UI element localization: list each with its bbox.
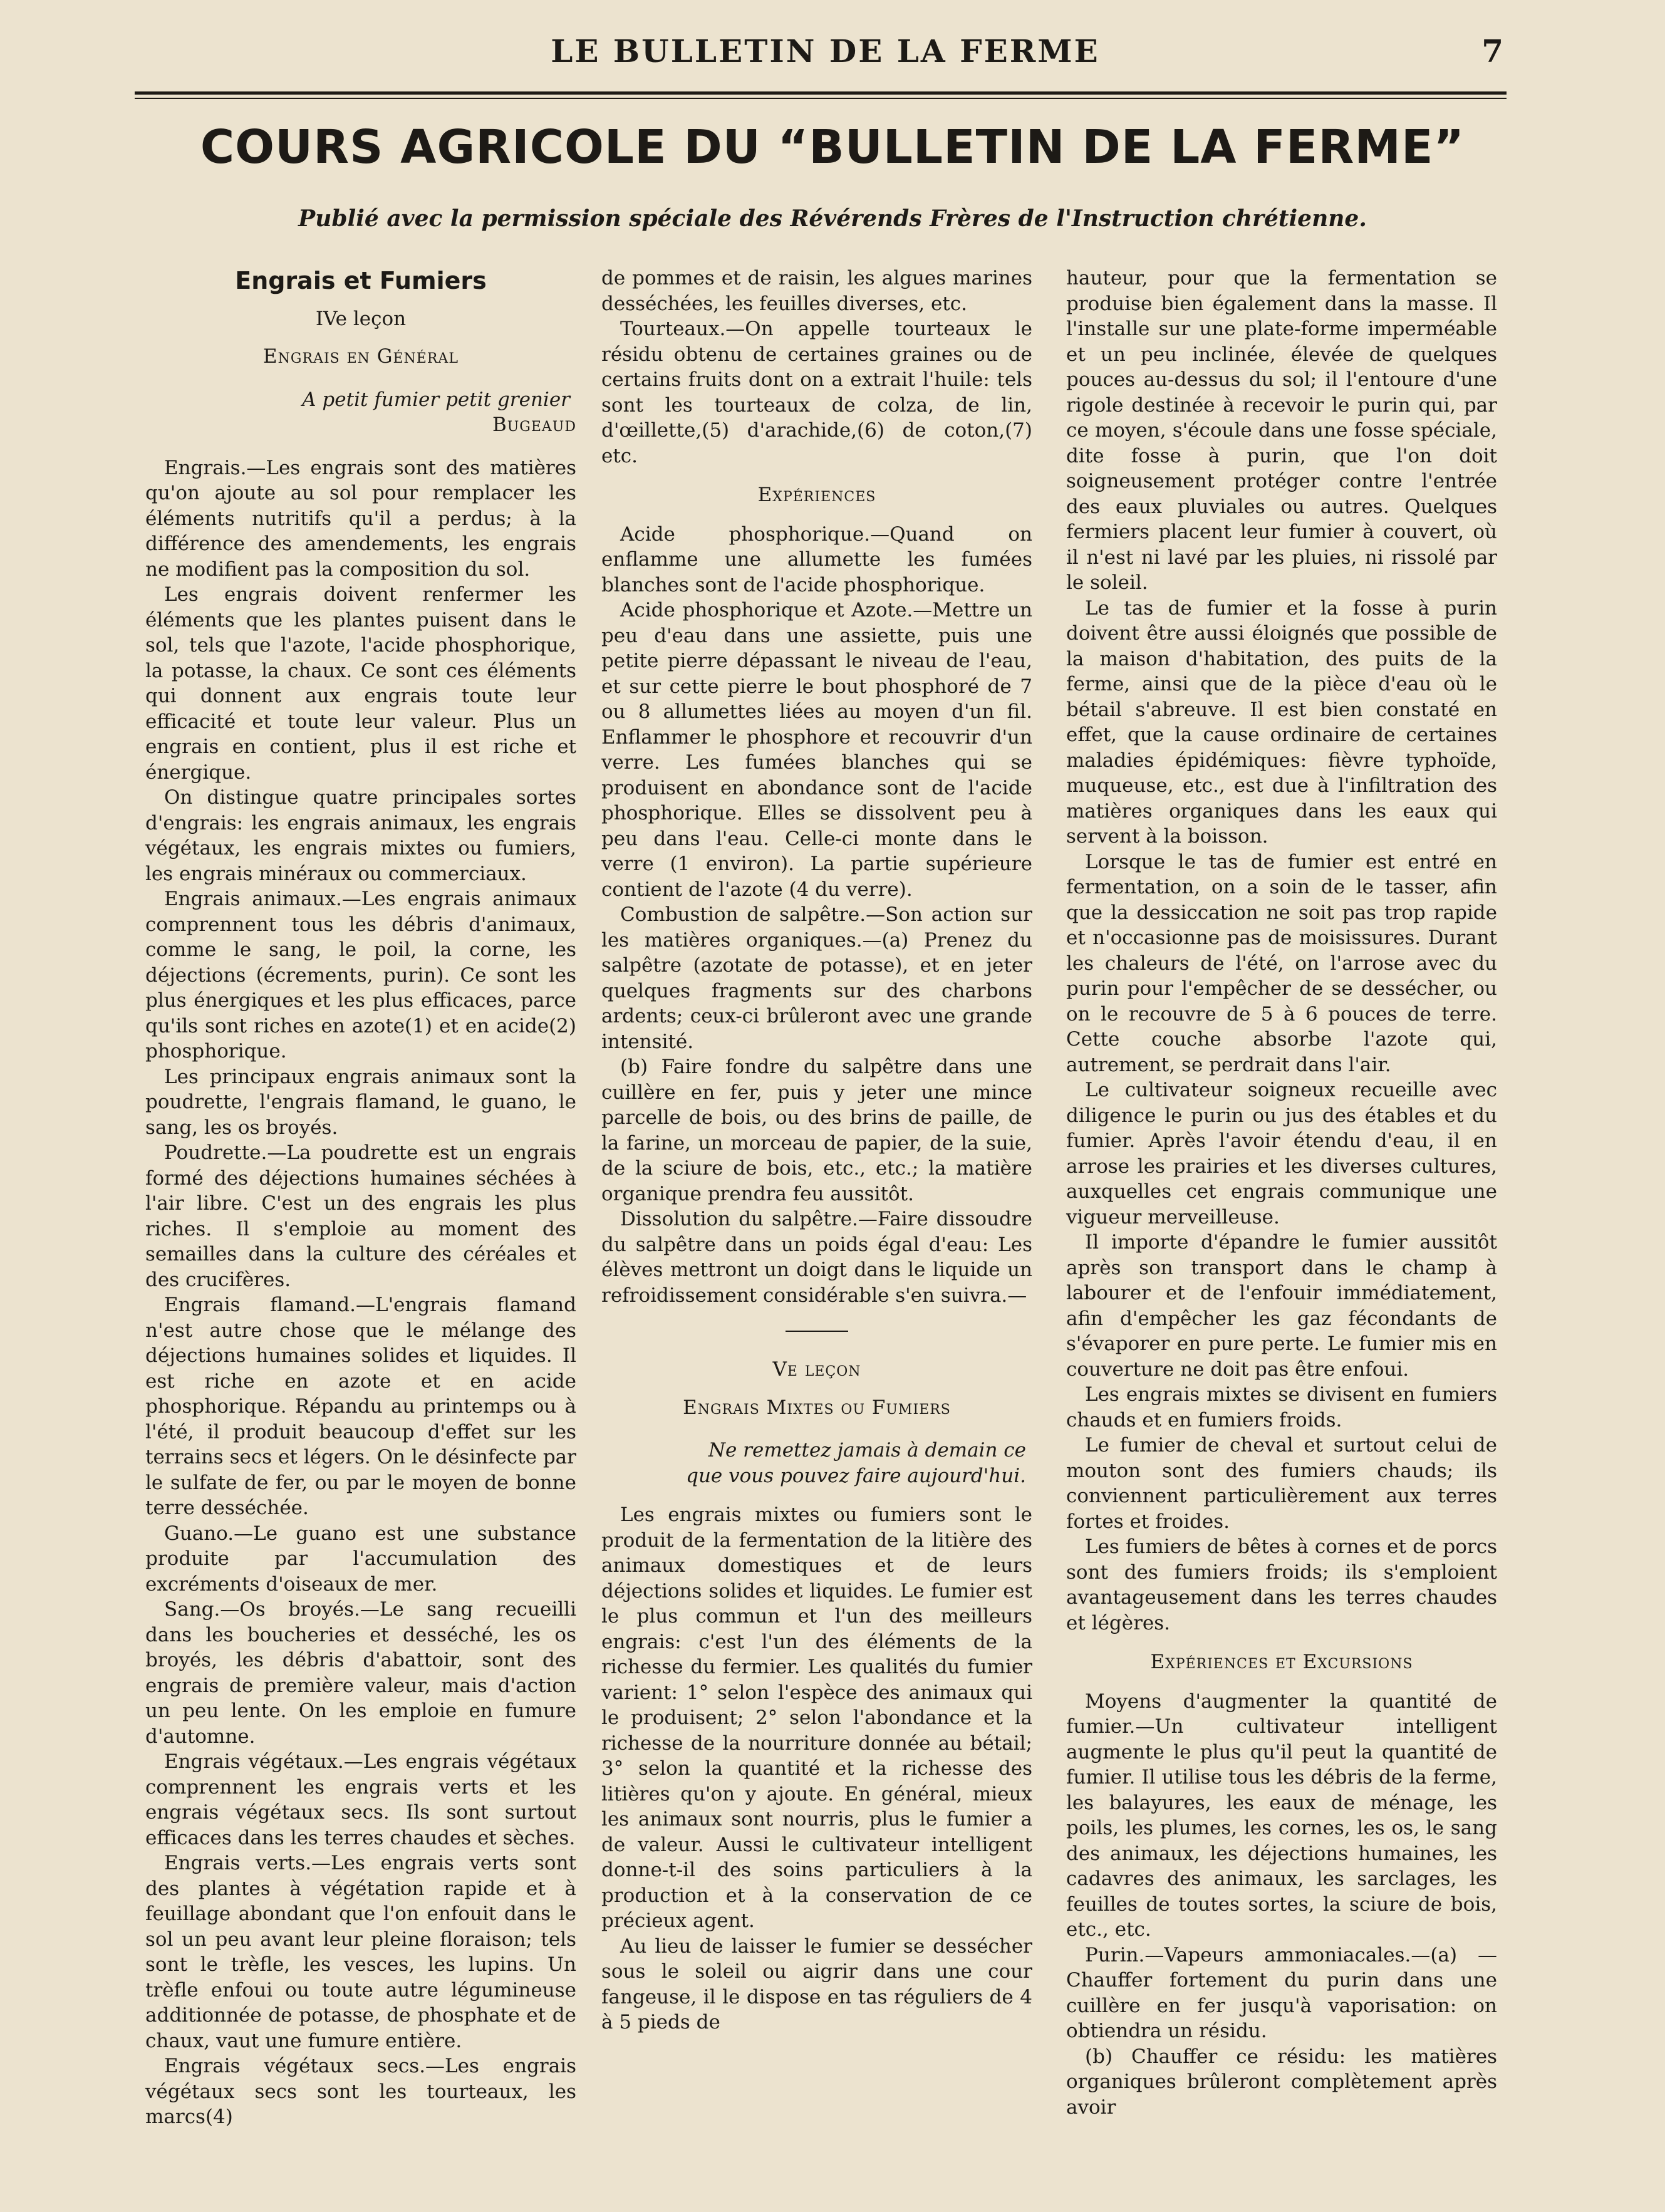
paragraph: Dissolution du salpêtre.—Faire dissoudre du salpêtre dans un poids égal d'eau: Les élèves mettront un doigt dans le liquide un refroidissement considérable s'en suivra.—	[601, 1208, 1032, 1307]
paragraph: (b) Chauffer ce résidu: les matières organiques brûleront complètement après avoir	[1066, 2045, 1497, 2119]
separator-rule	[786, 1331, 848, 1332]
paragraph: Poudrette.—La poudrette est un engrais formé des déjections humaines séchées à l'air libre. C'est un des engrais les plus riches. Il s'emploie au moment des semailles dans la culture des céréales et des crucifères.	[145, 1141, 576, 1291]
paragraph: Le cultivateur soigneux recueille avec diligence le purin ou jus des étables et du fumier. Après l'avoir étendu d'eau, il en arrose les prairies et les diverses cultures, auxquelles cet engrais communique une vigueur merveilleuse.	[1066, 1079, 1497, 1228]
paragraph: Tourteaux.—On appelle tourteaux le résidu obtenu de certaines graines ou de certains fruits dont on a extrait l'huile: tels sont les tourteaux de colza, de lin, d'œillette,(5) d'arachide,(6) de coton,(7) etc.	[601, 318, 1032, 467]
paragraph: Au lieu de laisser le fumier se dessécher sous le soleil ou aigrir dans une cour fangeuse, il le dispose en tas réguliers de 4 à 5 pieds de	[601, 1934, 1032, 2033]
article-title: COURS AGRICOLE DU “BULLETIN DE LA FERME”	[200, 120, 1465, 174]
paragraph: Acide phosphorique et Azote.—Mettre un peu d'eau dans une assiette, puis une petite pierre dépassant le niveau de l'eau, et sur cette pierre le bout phosphoré de 7 ou 8 allumettes liées au moyen d'un fil. Enflammer le phosphore et recouvrir d'un verre. Les fumées blanches qui se produisent en abondance sont de l'acide phosphorique. Elles se dissolvent peu à peu dans l'eau. Celle-ci monte dans le verre (1 environ). La partie supérieure contient de l'azote (4 du verre).	[601, 599, 1032, 901]
paragraph: Lorsque le tas de fumier est entré en fermentation, on a soin de le tasser, afin que la dessiccation ne soit pas trop rapide et n'occasionne pas de moisissures. Durant les chaleurs de l'été, on l'arrose avec du purin pour l'empêcher de se dessécher, ou on le recouvre de 5 à 6 pouces de terre. Cette couche absorbe l'azote qui, autrement, se perdrait dans l'air.	[1066, 850, 1497, 1076]
running-header	[135, 33, 1516, 83]
lesson-number: IVe leçon	[315, 307, 407, 330]
section-heading-experiences-excursions: Expériences et Excursions	[1150, 1651, 1413, 1673]
header-rule-thick	[135, 91, 1507, 95]
paragraph: On distingue quatre principales sortes d'engrais: les engrais animaux, les engrais végétaux, les engrais mixtes ou fumiers, les engrais minéraux ou commerciaux.	[145, 786, 576, 885]
paragraph: Les principaux engrais animaux sont la poudrette, l'engrais flamand, le guano, le sang, les os broyés.	[145, 1065, 576, 1139]
paragraph: Engrais.—Les engrais sont des matières qu'on ajoute au sol pour remplacer les éléments nutritifs qu'il a perdus; à la différence des amendements, les engrais ne modifient pas la composition du sol.	[145, 456, 576, 581]
paragraph: Engrais animaux.—Les engrais animaux comprennent tous les débris d'animaux, comme le sang, le poil, la corne, les déjections (écrements, purin). Ce sont les plus énergiques et les plus efficaces, parce qu'ils sont riches en azote(1) et en acide(2) phosphorique.	[145, 888, 576, 1062]
paragraph: Guano.—Le guano est une substance produite par l'accumulation des excréments d'oiseaux de mer.	[145, 1522, 576, 1596]
paragraph: Engrais flamand.—L'engrais flamand n'est autre chose que le mélange des déjections humaines solides et liquides. Il est riche en azote et en acide phosphorique. Répandu au printemps ou à l'été, il produit beaucoup d'effet sur les terrains secs et légers. On le désinfecte par le sulfate de fer, ou par le moyen de bonne terre desséchée.	[145, 1294, 576, 1519]
epigraph-line-1: Ne remettez jamais à demain ce	[708, 1439, 1026, 1462]
lesson-subheading: Engrais en Général	[263, 345, 459, 368]
epigraph: A petit fumier petit grenier	[302, 388, 570, 411]
paragraph: Combustion de salpêtre.—Son action sur les matières organiques.—(a) Prenez du salpêtre (azotate de potasse), et en jeter quelques fragments sur des charbons ardents; ceux-ci brûleront avec une grande intensité.	[601, 903, 1032, 1053]
column-2	[601, 266, 1032, 2035]
header-rule-thin	[135, 98, 1507, 99]
lesson-number: Ve leçon	[772, 1358, 861, 1381]
paragraph: Les engrais mixtes ou fumiers sont le produit de la fermentation de la litière des animaux domestiques et de leurs déjections solides et liquides. Le fumier est le plus commun et l'un des meilleurs engrais: c'est l'un des éléments de la richesse du fermier. Les qualités du fumier varient: 1° selon l'espèce des animaux qui le produisent; 2° selon l'abondance et la richesse de la nourriture donnée au bétail; 3° selon la quantité et la richesse des litières qu'on y ajoute. En général, mieux les animaux sont nourris, plus le fumier a de valeur. Aussi le cultivateur intelligent donne-t-il des soins particuliers à la production et à la conservation de ce précieux agent.	[601, 1503, 1032, 1932]
section-heading-experiences: Expériences	[757, 484, 876, 506]
paragraph: de pommes et de raisin, les algues marines desséchées, les feuilles diverses, etc.	[601, 267, 1032, 315]
column-3	[1066, 266, 1497, 2120]
epigraph-author: Bugeaud	[492, 413, 576, 436]
paragraph: Engrais verts.—Les engrais verts sont des plantes à végétation rapide et à feuillage abondant que l'on enfouit dans le sol un peu avant leur pleine floraison; tels sont le trèfle, les vesces, les lupins. Un trèfle enfoui ou toute autre légumineuse additionnée de potasse, de phosphate et de chaux, vaut une fumure entière.	[145, 1852, 576, 2052]
paragraph: Engrais végétaux.—Les engrais végétaux comprennent les engrais verts et les engrais végétaux secs. Ils sont surtout efficaces dans les terres chaudes et sèches.	[145, 1750, 576, 1849]
paragraph: Le tas de fumier et la fosse à purin doivent être aussi éloignés que possible de la maison d'habitation, des puits de la ferme, ainsi que de la pièce d'eau où le bétail s'abreuve. Il est bien constaté en effet, que la cause ordinaire de certaines maladies épidémiques: fièvre typhoïde, muqueuse, etc., est due à l'infiltration des matières organiques dans les eaux qui servent à la boisson.	[1066, 596, 1497, 848]
paragraph: Acide phosphorique.—Quand on enflamme une allumette les fumées blanches sont de l'acide phosphorique.	[601, 522, 1032, 596]
paragraph: Les engrais mixtes se divisent en fumiers chauds et en fumiers froids.	[1066, 1383, 1497, 1431]
paragraph: Engrais végétaux secs.—Les engrais végétaux secs sont les tourteaux, les marcs(4)	[145, 2055, 576, 2128]
paragraph: hauteur, pour que la fermentation se produise bien également dans la masse. Il l'installe sur une plate-forme imperméable et un peu inclinée, élevée de quelques pouces au-dessus du sol; il l'entoure d'une rigole destinée à recevoir le purin qui, par ce moyen, s'écoule dans une fosse spéciale, dite fosse à purin, que l'on doit soigneusement protéger contre l'entrée des eaux pluviales ou autres. Quelques fermiers placent leur fumier à couvert, où il n'est ni lavé par les pluies, ni rissolé par le soleil.	[1066, 267, 1497, 594]
spacer	[601, 1488, 1032, 1502]
paragraph: Les fumiers de bêtes à cornes et de porcs sont des fumiers froids; ils s'emploient avantageusement dans les terres chaudes et légères.	[1066, 1535, 1497, 1634]
paragraph: Les engrais doivent renfermer les éléments que les plantes puisent dans le sol, tels que l'azote, l'acide phosphorique, la potasse, la chaux. Ce sont ces éléments qui donnent aux engrais toute leur efficacité et toute leur valeur. Plus un engrais en contient, plus il est riche et énergique.	[145, 583, 576, 784]
page-number: 7	[1481, 33, 1503, 70]
paragraph: Il importe d'épandre le fumier aussitôt après son transport dans le champ à labourer et de l'enfouir immédiatement, afin d'empêcher les gaz fécondants de s'évaporer en pure perte. Le fumier mis en couverture ne doit pas être enfoui.	[1066, 1231, 1497, 1381]
column-1	[145, 266, 576, 2130]
paragraph: (b) Faire fondre du salpêtre dans une cuillère en fer, puis y jeter une mince parcelle de bois, ou des brins de paille, de la farine, un morceau de papier, de la suie, de la sciure de bois, etc., etc.; la matière organique prendra feu aussitôt.	[601, 1056, 1032, 1205]
article-subtitle: Publié avec la permission spéciale des Révérends Frères de l'Instruction chrétienne.	[298, 205, 1367, 232]
paragraph: Purin.—Vapeurs ammoniacales.—(a) — Chauffer fortement du purin dans une cuillère en fer jusqu'à vaporisation: on obtiendra un résidu.	[1066, 1943, 1497, 2042]
paragraph: Sang.—Os broyés.—Le sang recueilli dans les boucheries et desséché, les os broyés, les débris d'abattoir, sont des engrais de première valeur, mais d'action un peu lente. On les emploie en fumure d'automne.	[145, 1598, 576, 1748]
running-title: LE BULLETIN DE LA FERME	[551, 33, 1100, 70]
section-heading: Engrais et Fumiers	[235, 267, 487, 294]
epigraph-line-2: que vous pouvez faire aujourd'hui.	[686, 1464, 1026, 1487]
lesson-subheading: Engrais Mixtes ou Fumiers	[683, 1396, 951, 1419]
paragraph: Moyens d'augmenter la quantité de fumier.—Un cultivateur intelligent augmente le plus qu'il peut la quantité de fumier. Il utilise tous les débris de la ferme, les balayures, les eaux de ménage, les poils, les plumes, les cornes, les os, le sang des animaux, les déjections humaines, les cadavres des animaux, les sarclages, les feuilles de toutes sortes, la sciure de bois, etc., etc.	[1066, 1690, 1497, 1941]
paragraph: Le fumier de cheval et surtout celui de mouton sont des fumiers chauds; ils conviennent particulièrement aux terres fortes et froides.	[1066, 1434, 1497, 1533]
